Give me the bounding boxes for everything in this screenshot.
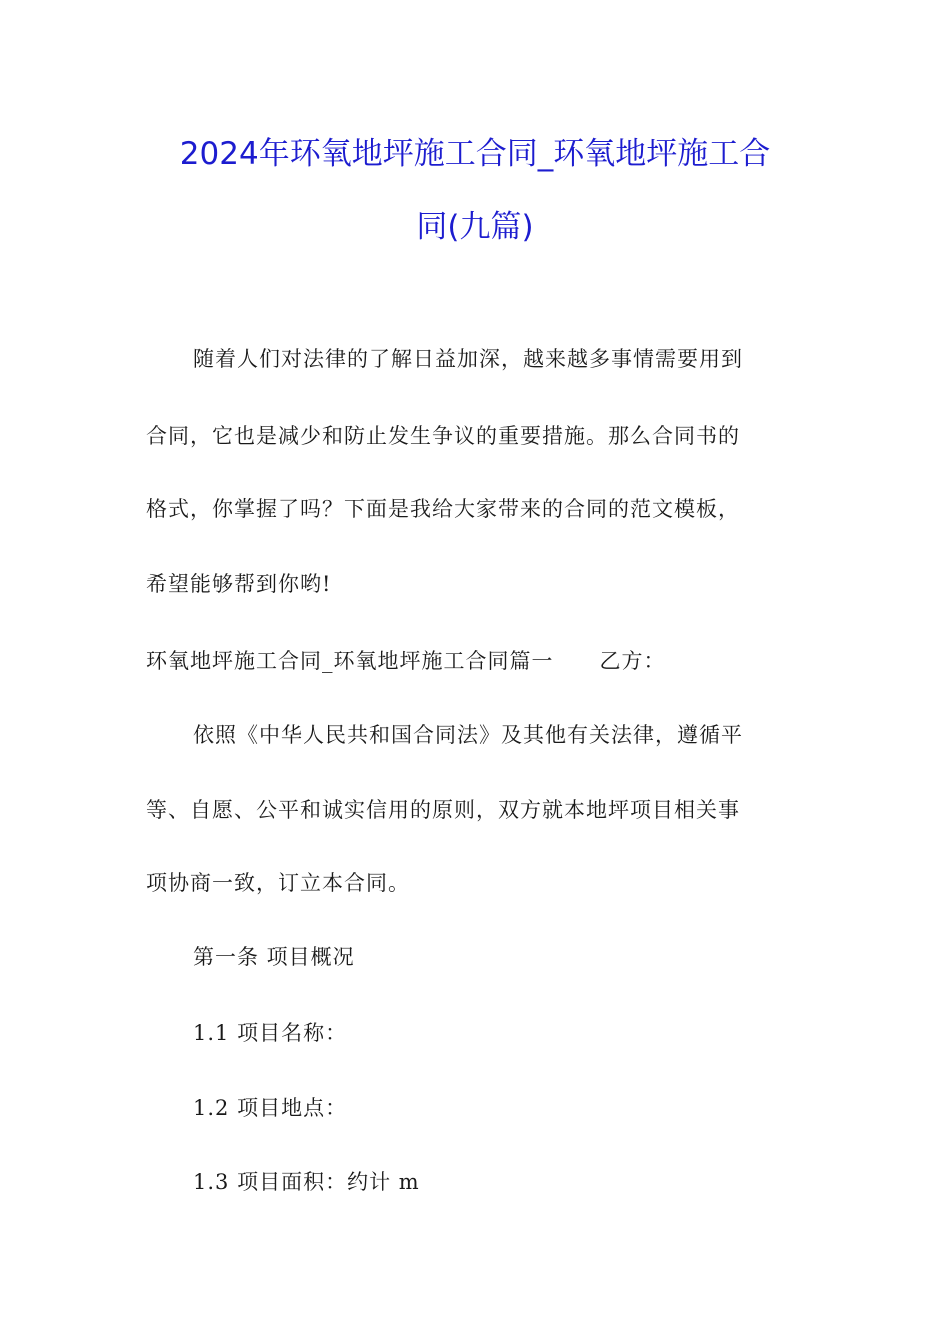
section-heading: 环氧地坪施工合同_环氧地坪施工合同篇一 乙方：: [146, 649, 666, 673]
article-1-title: 第一条 项目概况: [193, 945, 355, 969]
intro-line-1: 随着人们对法律的了解日益加深，越来越多事情需要用到: [193, 347, 743, 371]
item-1-2: 1.2 项目地点：: [193, 1096, 348, 1120]
intro-line-3: 格式，你掌握了吗？下面是我给大家带来的合同的范文模板，: [146, 497, 740, 521]
para1-line-2: 等、自愿、公平和诚实信用的原则，双方就本地坪项目相关事: [146, 798, 740, 822]
document-title-line-1: 2024年环氧地坪施工合同_环氧地坪施工合: [179, 136, 771, 172]
para1-line-3: 项协商一致，订立本合同。: [146, 871, 410, 895]
intro-line-4: 希望能够帮到你哟!: [146, 572, 332, 596]
item-1-1: 1.1 项目名称：: [193, 1021, 348, 1045]
item-1-3: 1.3 项目面积：约计 m: [193, 1170, 420, 1194]
document-title-line-2: 同(九篇): [416, 209, 534, 245]
intro-line-2: 合同，它也是减少和防止发生争议的重要措施。那么合同书的: [146, 424, 740, 448]
para1-line-1: 依照《中华人民共和国合同法》及其他有关法律，遵循平: [193, 723, 743, 747]
